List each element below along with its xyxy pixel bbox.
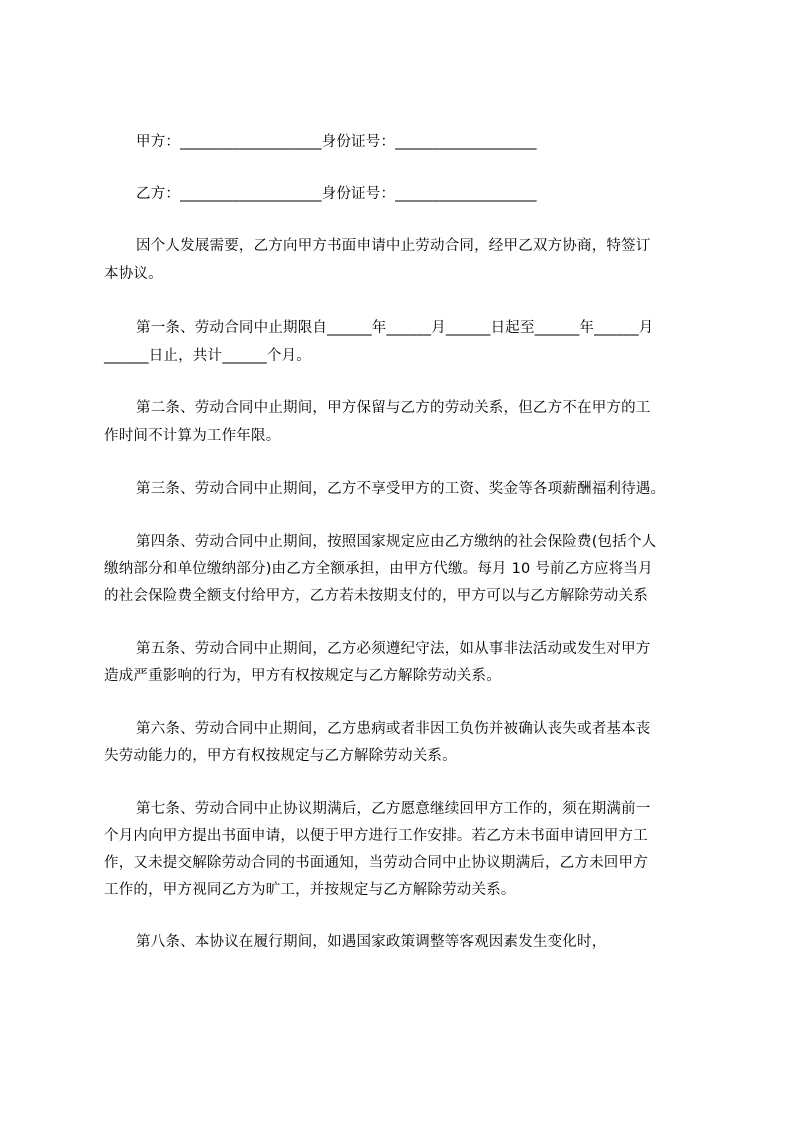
article7-line-3: 作，又未提交解除劳动合同的书面通知，当劳动合同中止协议期满后，乙方未回甲方 <box>104 855 648 871</box>
party-b-line: 乙方：___________________身份证号：___________________ <box>136 186 537 202</box>
article4-line-2: 缴纳部分和单位缴纳部分)由乙方全额承担，由甲方代缴。每月 10 号前乙方应将当月 <box>104 561 653 577</box>
article2-line-2: 作时间不计算为工作年限。 <box>104 428 281 444</box>
article3-line-1: 第三条、劳动合同中止期间，乙方不享受甲方的工资、奖金等各项薪酬福利待遇。 <box>136 481 666 497</box>
article5-line-2: 造成严重影响的行为，甲方有权按规定与乙方解除劳动关系。 <box>104 668 501 684</box>
article2-line-1: 第二条、劳动合同中止期间，甲方保留与乙方的劳动关系，但乙方不在甲方的工 <box>136 400 651 416</box>
article8-line-1: 第八条、本协议在履行期间，如遇国家政策调整等客观因素发生变化时， <box>136 934 607 950</box>
article7-line-1: 第七条、劳动合同中止协议期满后，乙方愿意继续回甲方工作的，须在期满前一 <box>136 801 651 817</box>
article6-line-2: 失劳动能力的，甲方有权按规定与乙方解除劳动关系。 <box>104 748 457 764</box>
article7-line-4: 工作的，甲方视同乙方为旷工，并按规定与乙方解除劳动关系。 <box>104 882 516 898</box>
intro-line-2: 本协议。 <box>104 266 163 282</box>
party-a-line: 甲方：___________________身份证号：___________________ <box>136 134 537 150</box>
article6-line-1: 第六条、劳动合同中止期间，乙方患病或者非因工负伤并被确认丧失或者基本丧 <box>136 721 651 737</box>
article5-line-1: 第五条、劳动合同中止期间，乙方必须遵纪守法，如从事非法活动或发生对甲方 <box>136 641 651 657</box>
intro-line-1: 因个人发展需要，乙方向甲方书面申请中止劳动合同，经甲乙双方协商，特签订 <box>136 238 651 254</box>
article4-line-3: 的社会保险费全额支付给甲方，乙方若未按期支付的，甲方可以与乙方解除劳动关系 <box>104 588 648 604</box>
article4-line-1: 第四条、劳动合同中止期间，按照国家规定应由乙方缴纳的社会保险费(包括个人 <box>136 534 657 550</box>
article7-line-2: 个月内向甲方提出书面申请，以便于甲方进行工作安排。若乙方未书面申请回甲方工 <box>104 828 648 844</box>
article1-line-1: 第一条、劳动合同中止期限自______年______月______日起至______年______月 <box>136 320 654 336</box>
article1-line-2: ______日止，共计______个月。 <box>104 348 311 364</box>
